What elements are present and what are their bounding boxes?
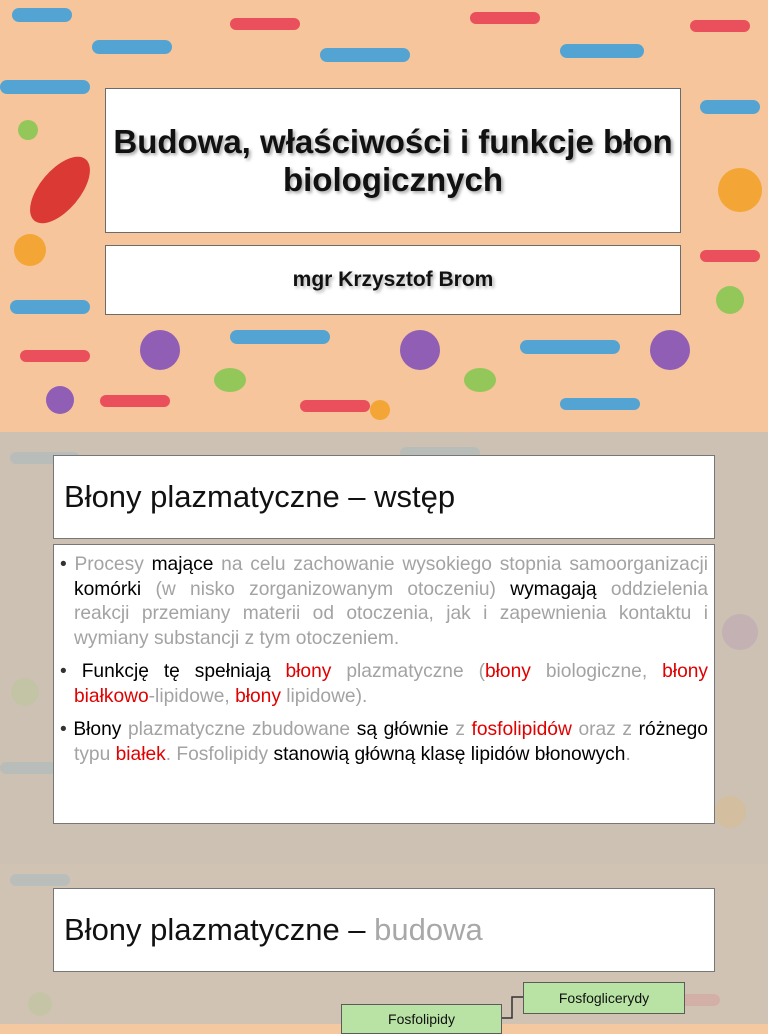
bullet-text-segment: na celu zachowanie wysokiego stopnia samoorganizacji — [213, 554, 708, 575]
bullet-3: • Błony plazmatyczne zbudowane są głównie z fosfolipidów oraz z różnego typu białek. Fosfolipidy stanowią główną klasę lipidów błonowych. — [60, 719, 708, 765]
intro-content-box — [53, 544, 715, 824]
author-name: mgr Krzysztof Brom — [292, 268, 494, 291]
bullet-text-segment: różnego — [638, 719, 708, 740]
bullet-text-segment: . Fosfolipidy — [165, 743, 274, 765]
intro-heading: Błony plazmatyczne – wstęp — [64, 479, 456, 514]
bullet-text-segment: wymagają — [510, 578, 597, 600]
bullet-text-segment: oraz z — [571, 719, 639, 740]
bullet-text-segment: Procesy — [74, 554, 152, 575]
presentation-title: Budowa, właściwości i funkcje błon biologicznych — [113, 122, 673, 198]
bullet-2: • Funkcję tę spełniają błony plazmatyczne (błony biologiczne, błony białkowo-lipidowe, błony lipidowe). — [60, 661, 709, 707]
bullet-text-segment: stanowią główną klasę lipidów błonowych — [273, 743, 626, 765]
bullet-text-segment: plazmatyczne ( — [331, 661, 485, 682]
bullet-text-segment: Błony — [73, 719, 122, 740]
author-box — [105, 245, 681, 315]
structure-heading-box — [53, 888, 715, 972]
bullet-text-segment: biologiczne, — [530, 661, 663, 682]
title-slide — [0, 0, 768, 432]
bullet-text-segment: -lipidowe, — [148, 685, 236, 707]
bullet-text-segment: komórki — [74, 578, 142, 600]
bullet-text-segment: błony — [485, 661, 531, 682]
node-fosfolipidy: Fosfolipidy — [341, 1004, 502, 1034]
title-box — [105, 88, 681, 233]
bullet-text-segment: plazmatyczne zbudowane — [121, 719, 357, 740]
intro-heading-box — [53, 455, 715, 539]
bullet-text-segment: lipidowe). — [280, 685, 368, 707]
bullet-text-segment: fosfolipidów — [471, 719, 572, 740]
bullet-text-segment: z — [448, 719, 472, 740]
bullet-text-segment: są głównie — [356, 719, 449, 740]
bullet-text-segment: błony — [285, 661, 332, 682]
bullet-text-segment: Funkcję tę spełniają — [81, 661, 286, 682]
bullet-text-segment: błony — [235, 685, 281, 707]
node-fosfoglicerydy: Fosfoglicerydy — [523, 982, 685, 1014]
bullet-text-segment: oddzielenia reakcji przemiany materii od otoczenia, jak i zapewnienia kontaktu i wymiany substancji z tym otoczeniem. — [74, 578, 708, 649]
structure-heading: Błony plazmatyczne – budowa — [64, 912, 483, 947]
bullet-1: • Procesy mające na celu zachowanie wysokiego stopnia samoorganizacji komórki (w nisko zorganizowanym otoczeniu) wymagają oddzielenia reakcji przemiany materii od otoczenia, jak i zapewnienia kontaktu i wymiany substancji z tym otoczeniem. — [60, 554, 708, 649]
bullet-text-segment: typu — [74, 743, 116, 765]
bullet-text-segment: . — [625, 743, 631, 765]
bullet-text-segment: błony białkowo — [74, 661, 709, 707]
bullet-text-segment: (w nisko zorganizowanym otoczeniu) — [141, 578, 511, 600]
bullet-text-segment: mające — [151, 554, 214, 575]
bullet-text-segment: białek — [115, 743, 166, 765]
